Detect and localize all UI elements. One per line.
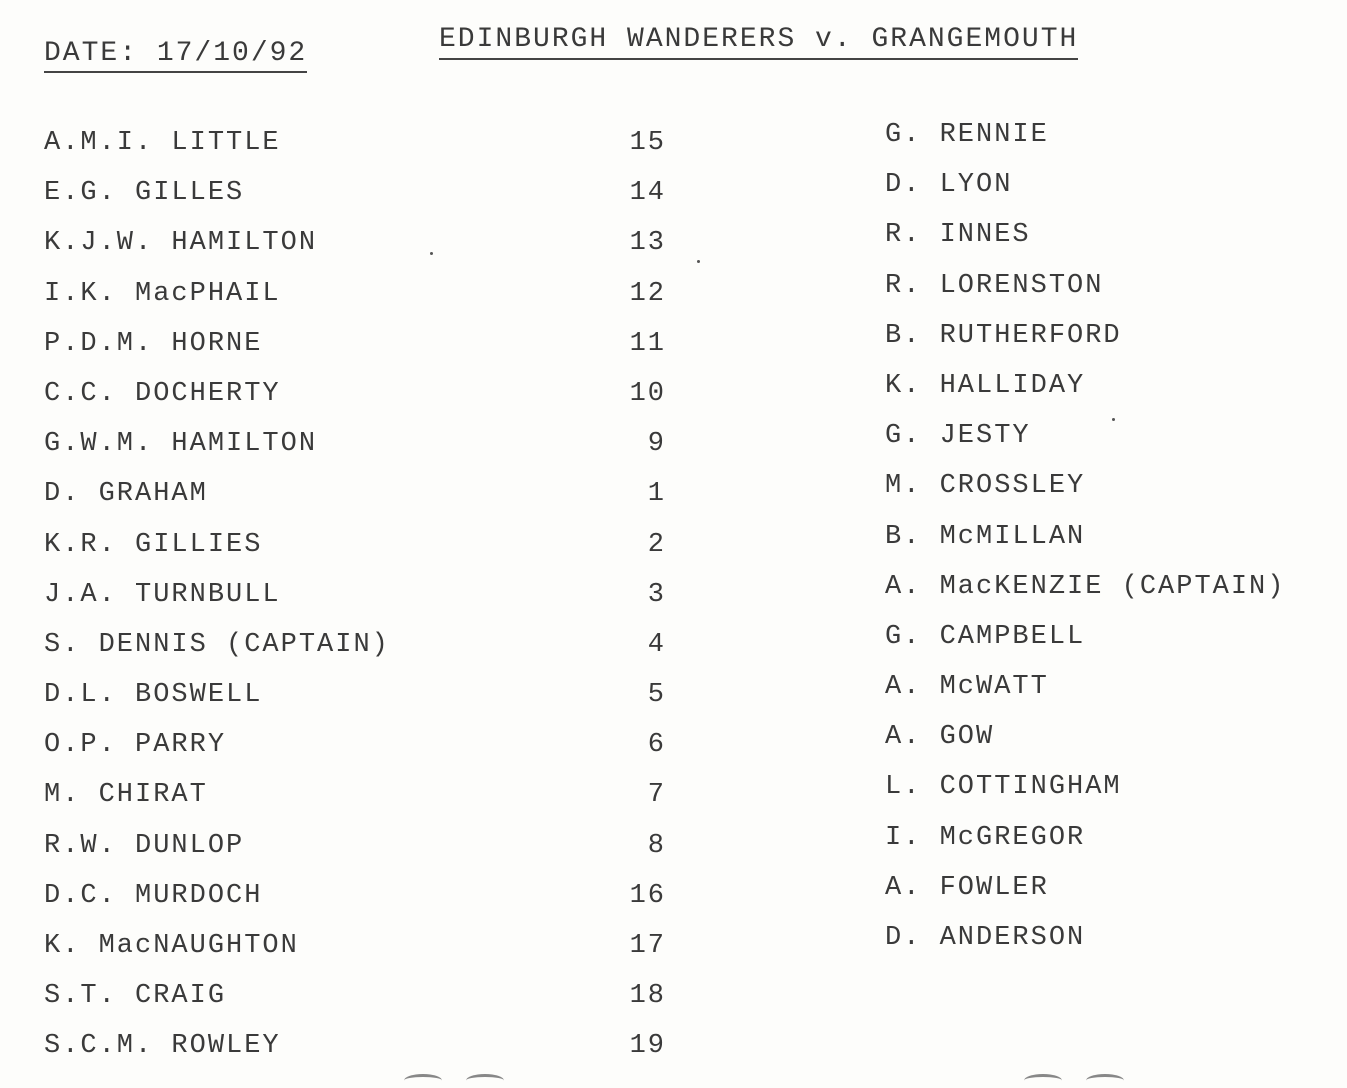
away-player: A. MacKENZIE (CAPTAIN) xyxy=(885,571,1286,602)
home-player: J.A. TURNBULL xyxy=(44,579,281,610)
home-player: D. GRAHAM xyxy=(44,479,208,510)
match-title: EDINBURGH WANDERERS v. GRANGEMOUTH xyxy=(439,24,1078,60)
away-player: G. JESTY xyxy=(885,421,1031,452)
shirt-number: 11 xyxy=(629,328,666,359)
home-player: K.R. GILLIES xyxy=(44,529,263,560)
away-player: B. McMILLAN xyxy=(885,521,1086,552)
shirt-number: 3 xyxy=(647,579,666,610)
away-player: D. ANDERSON xyxy=(885,923,1086,953)
away-player: B. RUTHERFORD xyxy=(885,320,1122,351)
shirt-number: 1 xyxy=(647,479,666,510)
home-player: D.L. BOSWELL xyxy=(44,680,263,711)
away-player: R. INNES xyxy=(885,220,1031,251)
binding-mark xyxy=(1086,1074,1124,1087)
binding-mark xyxy=(404,1074,442,1087)
away-player: L. COTTINGHAM xyxy=(885,772,1122,803)
shirt-number: 2 xyxy=(647,529,666,560)
home-player: O.P. PARRY xyxy=(44,730,227,761)
away-player: A. GOW xyxy=(885,722,995,753)
shirt-number: 8 xyxy=(647,830,666,861)
binding-mark xyxy=(466,1074,504,1087)
home-player: S.C.M. ROWLEY xyxy=(44,1031,281,1062)
home-player: P.D.M. HORNE xyxy=(44,328,263,359)
shirt-number-list xyxy=(600,118,666,1072)
away-player: G. RENNIE xyxy=(885,120,1049,150)
away-player: K. HALLIDAY xyxy=(885,370,1086,401)
home-player: G.W.M. HAMILTON xyxy=(44,429,318,460)
shirt-number: 4 xyxy=(647,629,666,660)
home-player: R.W. DUNLOP xyxy=(44,830,245,861)
shirt-number: 18 xyxy=(629,981,666,1012)
home-player: M. CHIRAT xyxy=(44,780,208,811)
away-player: D. LYON xyxy=(885,170,1013,201)
binding-mark xyxy=(1024,1074,1062,1087)
home-player: A.M.I. LITTLE xyxy=(44,128,281,158)
away-player: A. FOWLER xyxy=(885,872,1049,903)
home-player: S.T. CRAIG xyxy=(44,981,227,1012)
home-player: K. MacNAUGHTON xyxy=(44,931,299,961)
home-player: D.C. MURDOCH xyxy=(44,880,263,911)
shirt-number: 19 xyxy=(629,1031,666,1062)
home-player: I.K. MacPHAIL xyxy=(44,278,281,309)
match-date: DATE: 17/10/92 xyxy=(44,38,307,73)
ink-speck xyxy=(697,260,700,263)
shirt-number: 9 xyxy=(647,429,666,460)
shirt-number: 14 xyxy=(629,178,666,209)
shirt-number: 5 xyxy=(647,680,666,711)
away-player: M. CROSSLEY xyxy=(885,471,1086,502)
shirt-number: 17 xyxy=(629,931,666,961)
away-team-list xyxy=(885,110,1285,963)
home-player: S. DENNIS (CAPTAIN) xyxy=(44,629,390,660)
ink-speck xyxy=(1112,418,1115,421)
shirt-number: 10 xyxy=(629,378,666,409)
away-player: G. CAMPBELL xyxy=(885,621,1086,652)
home-team-list xyxy=(44,118,390,1072)
shirt-number: 15 xyxy=(629,128,666,158)
home-player: E.G. GILLES xyxy=(44,178,245,209)
home-player: C.C. DOCHERTY xyxy=(44,378,281,409)
shirt-number: 13 xyxy=(629,228,666,259)
shirt-number: 16 xyxy=(629,880,666,911)
home-player: K.J.W. HAMILTON xyxy=(44,228,318,259)
away-player: I. McGREGOR xyxy=(885,822,1086,853)
shirt-number: 12 xyxy=(629,278,666,309)
ink-speck xyxy=(430,252,433,255)
away-player: R. LORENSTON xyxy=(885,270,1104,301)
shirt-number: 6 xyxy=(647,730,666,761)
shirt-number: 7 xyxy=(647,780,666,811)
away-player: A. McWATT xyxy=(885,672,1049,703)
